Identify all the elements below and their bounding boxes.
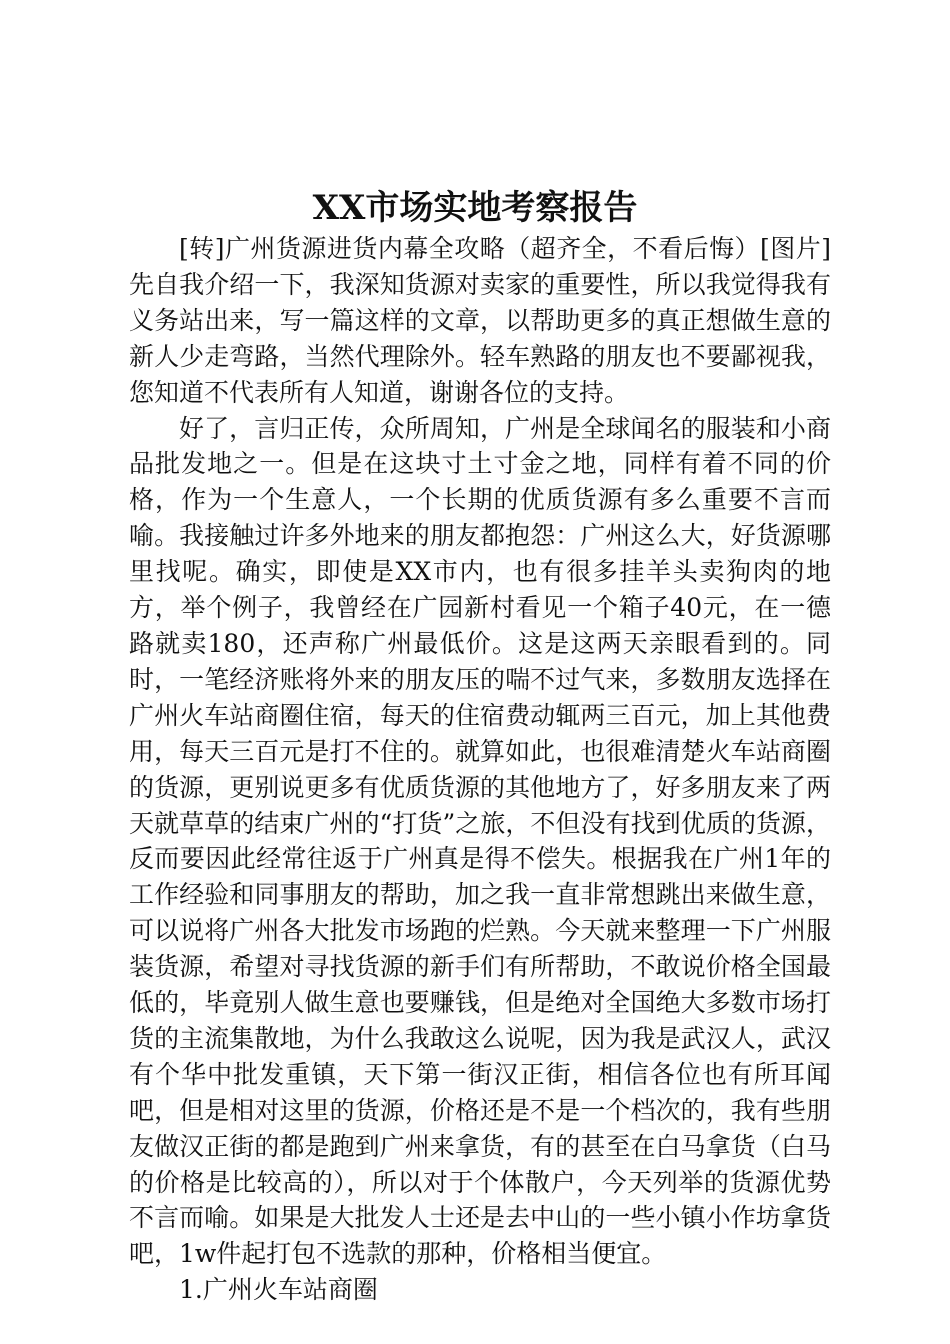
main-paragraph: 好了，言归正传，众所周知，广州是全球闻名的服装和小商品批发地之一。但是在这块寸土寸金之地，同样有着不同的价格，作为一个生意人，一个长期的优质货源有多么重要不言而喻。我接触过许多外地来的朋友都抱怨：广州这么大，好货源哪里找呢。确实，即使是XX市内，也有很多挂羊头卖狗肉的地方，举个例子，我曾经在广园新村看见一个箱子40元，在一德路就卖180，还声称广州最低价。这是这两天亲眼看到的。同时，一笔经济账将外来的朋友压的喘不过气来，多数朋友选择在广州火车站商圈住宿，每天的住宿费动辄两三百元，加上其他费用，每天三百元是打不住的。就算如此，也很难清楚火车站商圈的货源，更别说更多有优质货源的其他地方了，好多朋友来了两天就草草的结束广州的“打货”之旅，不但没有找到优质的货源，反而要因此经常往返于广州真是得不偿失。根据我在广州1年的工作经验和同事朋友的帮助，加之我一直非常想跳出来做生意，可以说将广州各大批发市场跑的烂熟。今天就来整理一下广州服装货源，希望对寻找货源的新手们有所帮助，不敢说价格全国最低的，毕竟别人做生意也要赚钱，但是绝对全国绝大多数市场打货的主流集散地，为什么我敢这么说呢，因为我是武汉人，武汉有个华中批发重镇，天下第一街汉正街，相信各位也有所耳闻吧，但是相对这里的货源，价格还是不是一个档次的，我有些朋友做汉正街的都是跑到广州来拿货，有的甚至在白马拿货（白马的价格是比较高的），所以对于个体散户，今天列举的货源优势不言而喻。如果是大批发人士还是去中山的一些小镇小作坊拿货吧，1w件起打包不选款的那种，价格相当便宜。 — [129, 413, 831, 1269]
section-heading: 1.广州火车站商圈 — [179, 1275, 378, 1305]
intro-paragraph: [转]广州货源进货内幕全攻略（超齐全，不看后悔）[图片]先自我介绍一下，我深知货源对卖家的重要性，所以我觉得我有义务站出来，写一篇这样的文章，以帮助更多的真正想做生意的新人少走弯路，当然代理除外。轻车熟路的朋友也不要鄙视我，您知道不代表所有人知道，谢谢各位的支持。 — [129, 234, 831, 407]
document-body — [129, 231, 831, 1308]
document-title: XX市场实地考察报告 — [312, 188, 638, 228]
